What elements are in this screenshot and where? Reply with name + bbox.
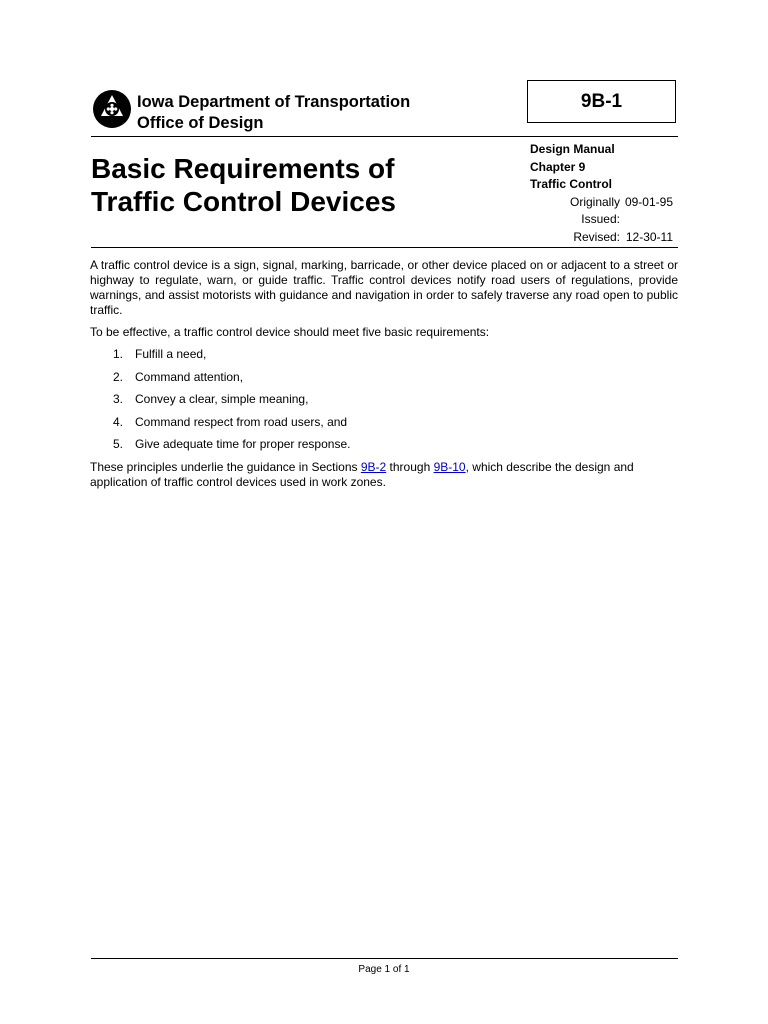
title-line-1: Basic Requirements of [91,153,395,184]
meta-manual: Design Manual [530,142,615,156]
title-divider [91,247,678,248]
list-item [90,347,678,362]
list-item-number: 1. [112,347,123,361]
section-code: 9B-1 [580,90,623,112]
closing-text-start: These principles underlie the guidance in Sections [90,459,361,474]
org-line-office: Office of Design [137,114,264,132]
document-meta [530,141,673,246]
org-line-department: Iowa Department of Transportation [137,93,411,111]
closing-paragraph [90,460,678,490]
closing-text-through: through [386,459,434,474]
list-item-number: 3. [112,392,123,406]
title-line-2: Traffic Control Devices [91,186,396,217]
list-item-text: Command attention, [135,369,244,384]
header-divider [91,136,678,137]
list-item [90,415,678,430]
meta-issued-value: 09-01-95 [624,194,673,209]
list-item [90,392,678,407]
meta-topic: Traffic Control [530,177,613,191]
page-title [91,152,396,218]
list-item [90,370,678,385]
section-9b-2-link[interactable]: 9B-2 [360,459,387,474]
meta-issued-row [530,194,673,229]
list-item-number: 2. [112,369,123,384]
footer-divider [91,958,678,959]
iowa-dot-logo [92,89,132,129]
list-item [90,437,678,452]
list-item-number: 4. [112,414,123,429]
section-code-box [527,80,676,123]
requirements-list [90,347,678,452]
organization-name [137,92,410,134]
meta-revised-label: Revised: [573,229,620,244]
list-item-text: Give adequate time for proper response. [135,437,351,451]
page-number: Page 1 of 1 [358,964,410,975]
meta-revised-row [530,229,673,247]
meta-revised-value: 12-30-11 [625,229,673,244]
intro-paragraph: A traffic control device is a sign, signal, marking, barricade, or other device placed on or adjacent to a street or highway to regulate, warn, or guide traffic. Traffic control devices notify road users of regulations, provide warnings, and assist motorists with guidance and navigation in order to safely traverse any road open to public traffic. [90,258,678,317]
list-item-text: Fulfill a need, [135,347,207,361]
meta-chapter: Chapter 9 [530,159,586,174]
list-item-number: 5. [112,437,123,451]
meta-issued-label: Originally Issued: [569,194,620,226]
document-body [90,258,678,497]
closing-text-end: , which describe the design and application of traffic control devices used in work zones. [90,459,634,489]
list-item-text: Command respect from road users, and [135,414,348,429]
section-9b-10-link[interactable]: 9B-10 [433,459,466,474]
list-item-text: Convey a clear, simple meaning, [135,392,309,406]
requirements-intro: To be effective, a traffic control device should meet five basic requirements: [90,325,490,339]
